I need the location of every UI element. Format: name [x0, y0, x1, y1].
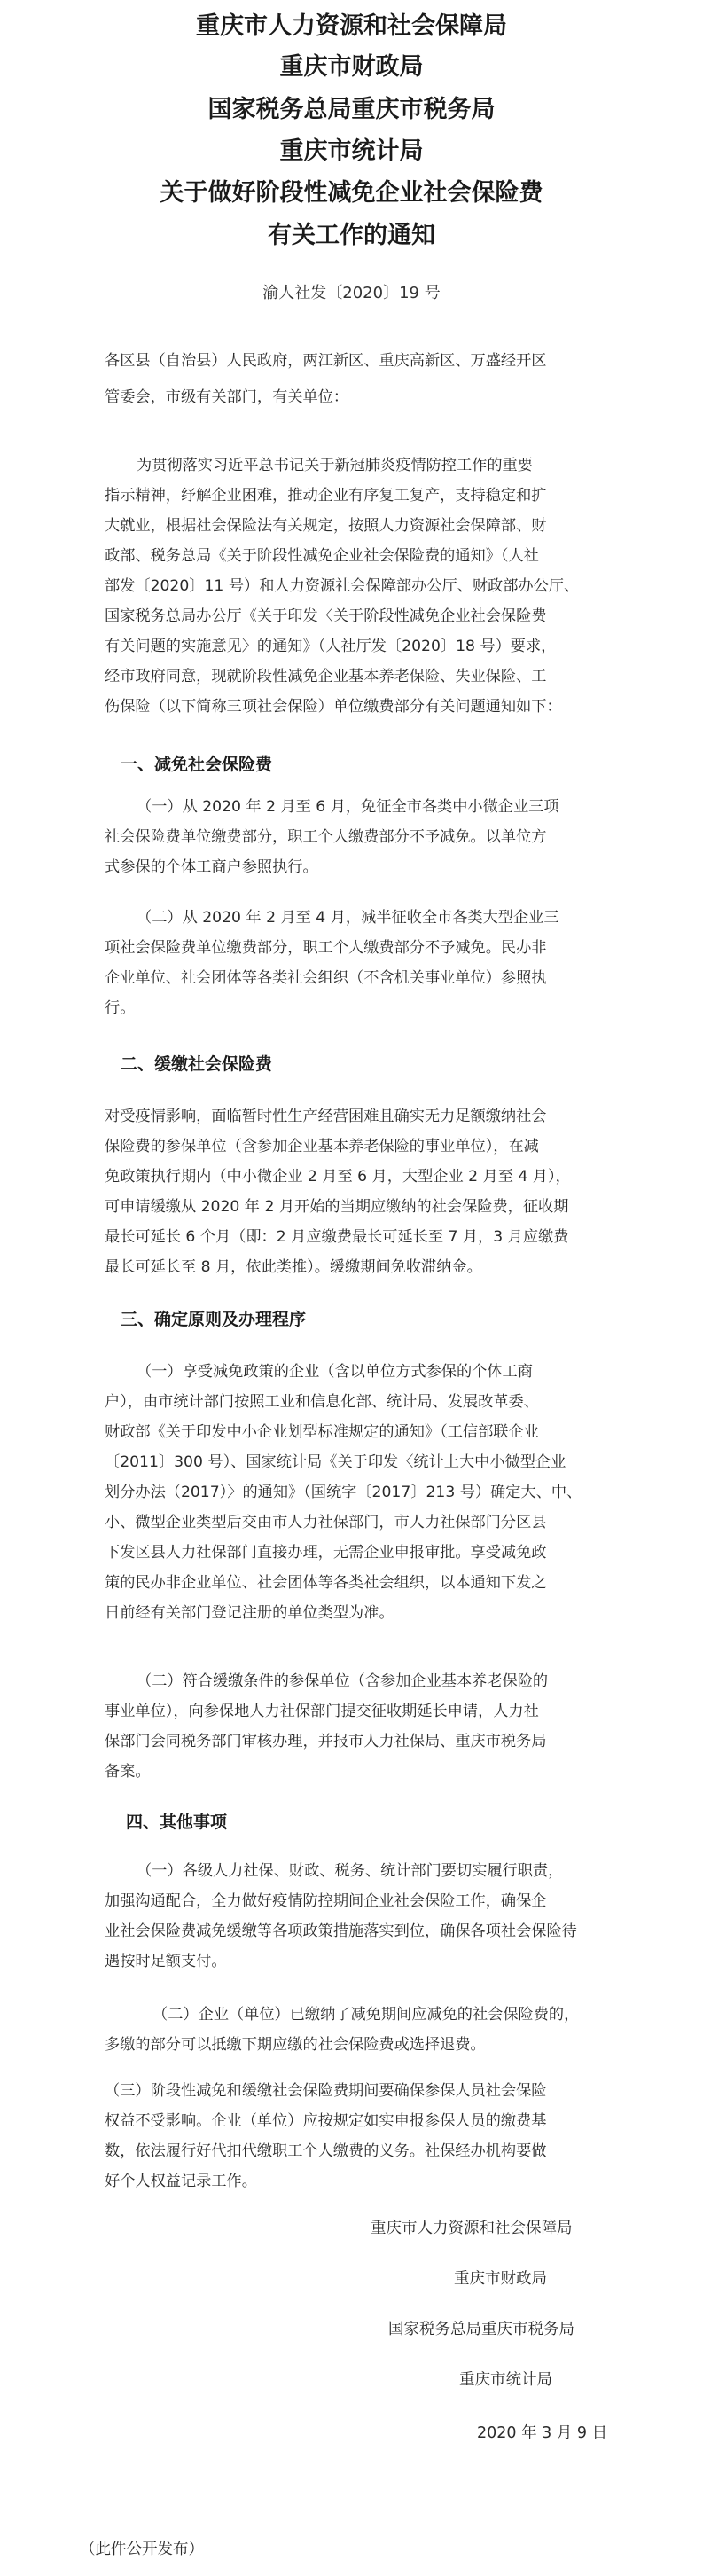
title-line-2: 有关工作的通知: [268, 222, 435, 249]
signatory: 重庆市财政局: [454, 2270, 547, 2288]
section-heading: 二、缓缴社会保险费: [121, 1054, 273, 1074]
paragraph-line: 划分办法（2017）〉的通知》（国统字〔2017〕213 号）确定大、中、: [105, 1484, 582, 1501]
paragraph-line: 式参保的个体工商户参照执行。: [105, 858, 318, 876]
paragraph-line: （一）从 2020 年 2 月至 6 月，免征全市各类中小微企业三项: [137, 798, 559, 816]
intro-line: 经市政府同意，现就阶段性减免企业基本养老保险、失业保险、工: [105, 668, 547, 685]
paragraph-line: 社会保险费单位缴费部分，职工个人缴费部分不予减免。以单位方: [105, 828, 547, 846]
section-heading: 一、减免社会保险费: [121, 755, 273, 774]
paragraph-line: 户），由市统计部门按照工业和信息化部、统计局、发展改革委、: [105, 1393, 539, 1411]
intro-paragraph: [105, 450, 579, 722]
intro-line: 伤保险（以下简称三项社会保险）单位缴费部分有关问题通知如下：: [105, 698, 562, 716]
section-paragraph: [105, 1856, 577, 1977]
section-heading: 四、其他事项: [126, 1813, 228, 1832]
section-heading: 三、确定原则及办理程序: [121, 1310, 307, 1329]
paragraph-line: 策的民办非企业单位、社会团体等各类社会组织，以本通知下发之: [105, 1574, 547, 1592]
paragraph-line: 遇按时足额支付。: [105, 1953, 227, 1970]
intro-line: 为贯彻落实习近平总书记关于新冠肺炎疫情防控工作的重要: [137, 457, 533, 474]
issuer-2: 重庆市财政局: [279, 53, 424, 81]
paragraph-line: 备案。: [105, 1763, 151, 1781]
intro-line: 指示精神，纾解企业困难，推动企业有序复工复产，支持稳定和扩: [105, 487, 547, 505]
section-paragraph: [105, 2000, 579, 2060]
paragraph-line: 多缴的部分可以抵缴下期应缴的社会保险费或选择退费。: [105, 2036, 486, 2054]
paragraph-line: 最长可延长至 8 月，依此类推）。缓缴期间免收滞纳金。: [105, 1258, 482, 1276]
section-paragraph: [105, 792, 559, 882]
title-line-1: 关于做好阶段性减免企业社会保险费: [160, 179, 543, 207]
issuer-1: 重庆市人力资源和社会保障局: [196, 12, 507, 40]
intro-line: 部发〔2020〕11 号）和人力资源社会保障部办公厅、财政部办公厅、: [105, 577, 580, 595]
paragraph-line: （三）阶段性减免和缓缴社会保险费期间要确保参保人员社会保险: [105, 2082, 547, 2100]
section-paragraph: [105, 2076, 546, 2196]
paragraph-line: 权益不受影响。企业（单位）应按规定如实申报参保人员的缴费基: [105, 2112, 547, 2130]
signatory: 国家税务总局重庆市税务局: [388, 2321, 574, 2338]
paragraph-line: （一）享受减免政策的企业（含以单位方式参保的个体工商: [137, 1363, 533, 1381]
paragraph-line: 保部门会同税务部门审核办理，并报市人力社保局、重庆市税务局: [105, 1733, 547, 1750]
paragraph-line: 〔2011〕300 号）、国家统计局《关于印发〈统计上大中小微型企业: [105, 1453, 566, 1471]
paragraph-line: 项社会保险费单位缴费部分，职工个人缴费部分不予减免。民办非: [105, 939, 547, 957]
intro-line: 大就业，根据社会保险法有关规定，按照人力资源社会保障部、财: [105, 517, 547, 535]
section-paragraph: [105, 903, 559, 1023]
issuer-4: 重庆市统计局: [279, 137, 424, 165]
paragraph-line: （二）符合缓缴条件的参保单位（含参加企业基本养老保险的: [137, 1672, 549, 1690]
paragraph-line: 下发区县人力社保部门直接办理，无需企业申报审批。享受减免政: [105, 1544, 547, 1562]
paragraph-line: （一）各级人力社保、财政、税务、统计部门要切实履行职责，: [137, 1862, 564, 1880]
signatory: 重庆市人力资源和社会保障局: [371, 2220, 573, 2237]
issuer-3: 国家税务总局重庆市税务局: [207, 96, 496, 123]
paragraph-line: 业社会保险费减免缓缴等各项政策措施落实到位，确保各项社会保险待: [105, 1922, 577, 1940]
intro-line: 国家税务总局办公厅《关于印发〈关于阶段性减免企业社会保险费: [105, 607, 547, 625]
section-paragraph: [105, 1101, 571, 1282]
addressee: [105, 346, 546, 412]
paragraph-line: 企业单位、社会团体等各类社会组织（不含机关事业单位）参照执: [105, 969, 547, 987]
paragraph-line: 行。: [105, 999, 136, 1017]
paragraph-line: 日前经有关部门登记注册的单位类型为准。: [105, 1604, 394, 1622]
signatory: 重庆市统计局: [459, 2371, 552, 2389]
paragraph-line: 保险费的参保单位（含参加企业基本养老保险的事业单位），在减: [105, 1138, 539, 1155]
section-paragraph: [105, 1666, 548, 1787]
paragraph-line: 财政部《关于印发中小企业划型标准规定的通知》（工信部联企业: [105, 1423, 539, 1441]
paragraph-line: （二）企业（单位）已缴纳了减免期间应减免的社会保险费的，: [152, 2006, 580, 2024]
paragraph-line: （二）从 2020 年 2 月至 4 月，减半征收全市各类大型企业三: [137, 909, 559, 927]
section-paragraph: [105, 1357, 582, 1628]
paragraph-line: 好个人权益记录工作。: [105, 2173, 257, 2190]
paragraph-line: 免政策执行期内（中小微企业 2 月至 6 月，大型企业 2 月至 4 月），: [105, 1168, 571, 1186]
addressee-line: 各区县（自治县）人民政府，两江新区、重庆高新区、万盛经开区: [105, 352, 547, 370]
document-number: 渝人社发〔2020〕19 号: [262, 284, 441, 302]
paragraph-line: 事业单位），向参保地人力社保部门提交征收期延长申请，人力社: [105, 1703, 539, 1720]
paragraph-line: 加强沟通配合，全力做好疫情防控期间企业社会保险工作，确保企: [105, 1892, 547, 1910]
paragraph-line: 数，依法履行好代扣代缴职工个人缴费的义务。社保经办机构要做: [105, 2142, 547, 2160]
intro-line: 政部、税务总局《关于阶段性减免企业社会保险费的通知》（人社: [105, 547, 539, 565]
paragraph-line: 小、微型企业类型后交由市人力社保部门，市人力社保部门分区县: [105, 1514, 547, 1531]
issue-date: 2020 年 3 月 9 日: [477, 2424, 608, 2442]
paragraph-line: 最长可延长 6 个月（即：2 月应缴费最长可延长至 7 月，3 月应缴费: [105, 1228, 569, 1246]
addressee-line: 管委会，市级有关部门，有关单位：: [105, 388, 349, 406]
paragraph-line: 可申请缓缴从 2020 年 2 月开始的当期应缴纳的社会保险费，征收期: [105, 1198, 569, 1216]
paragraph-line: 对受疫情影响，面临暂时性生产经营困难且确实无力足额缴纳社会: [105, 1108, 547, 1125]
publication-note: （此件公开发布）: [80, 2541, 204, 2558]
intro-line: 有关问题的实施意见〉的通知》（人社厅发〔2020〕18 号）要求，: [105, 638, 557, 655]
